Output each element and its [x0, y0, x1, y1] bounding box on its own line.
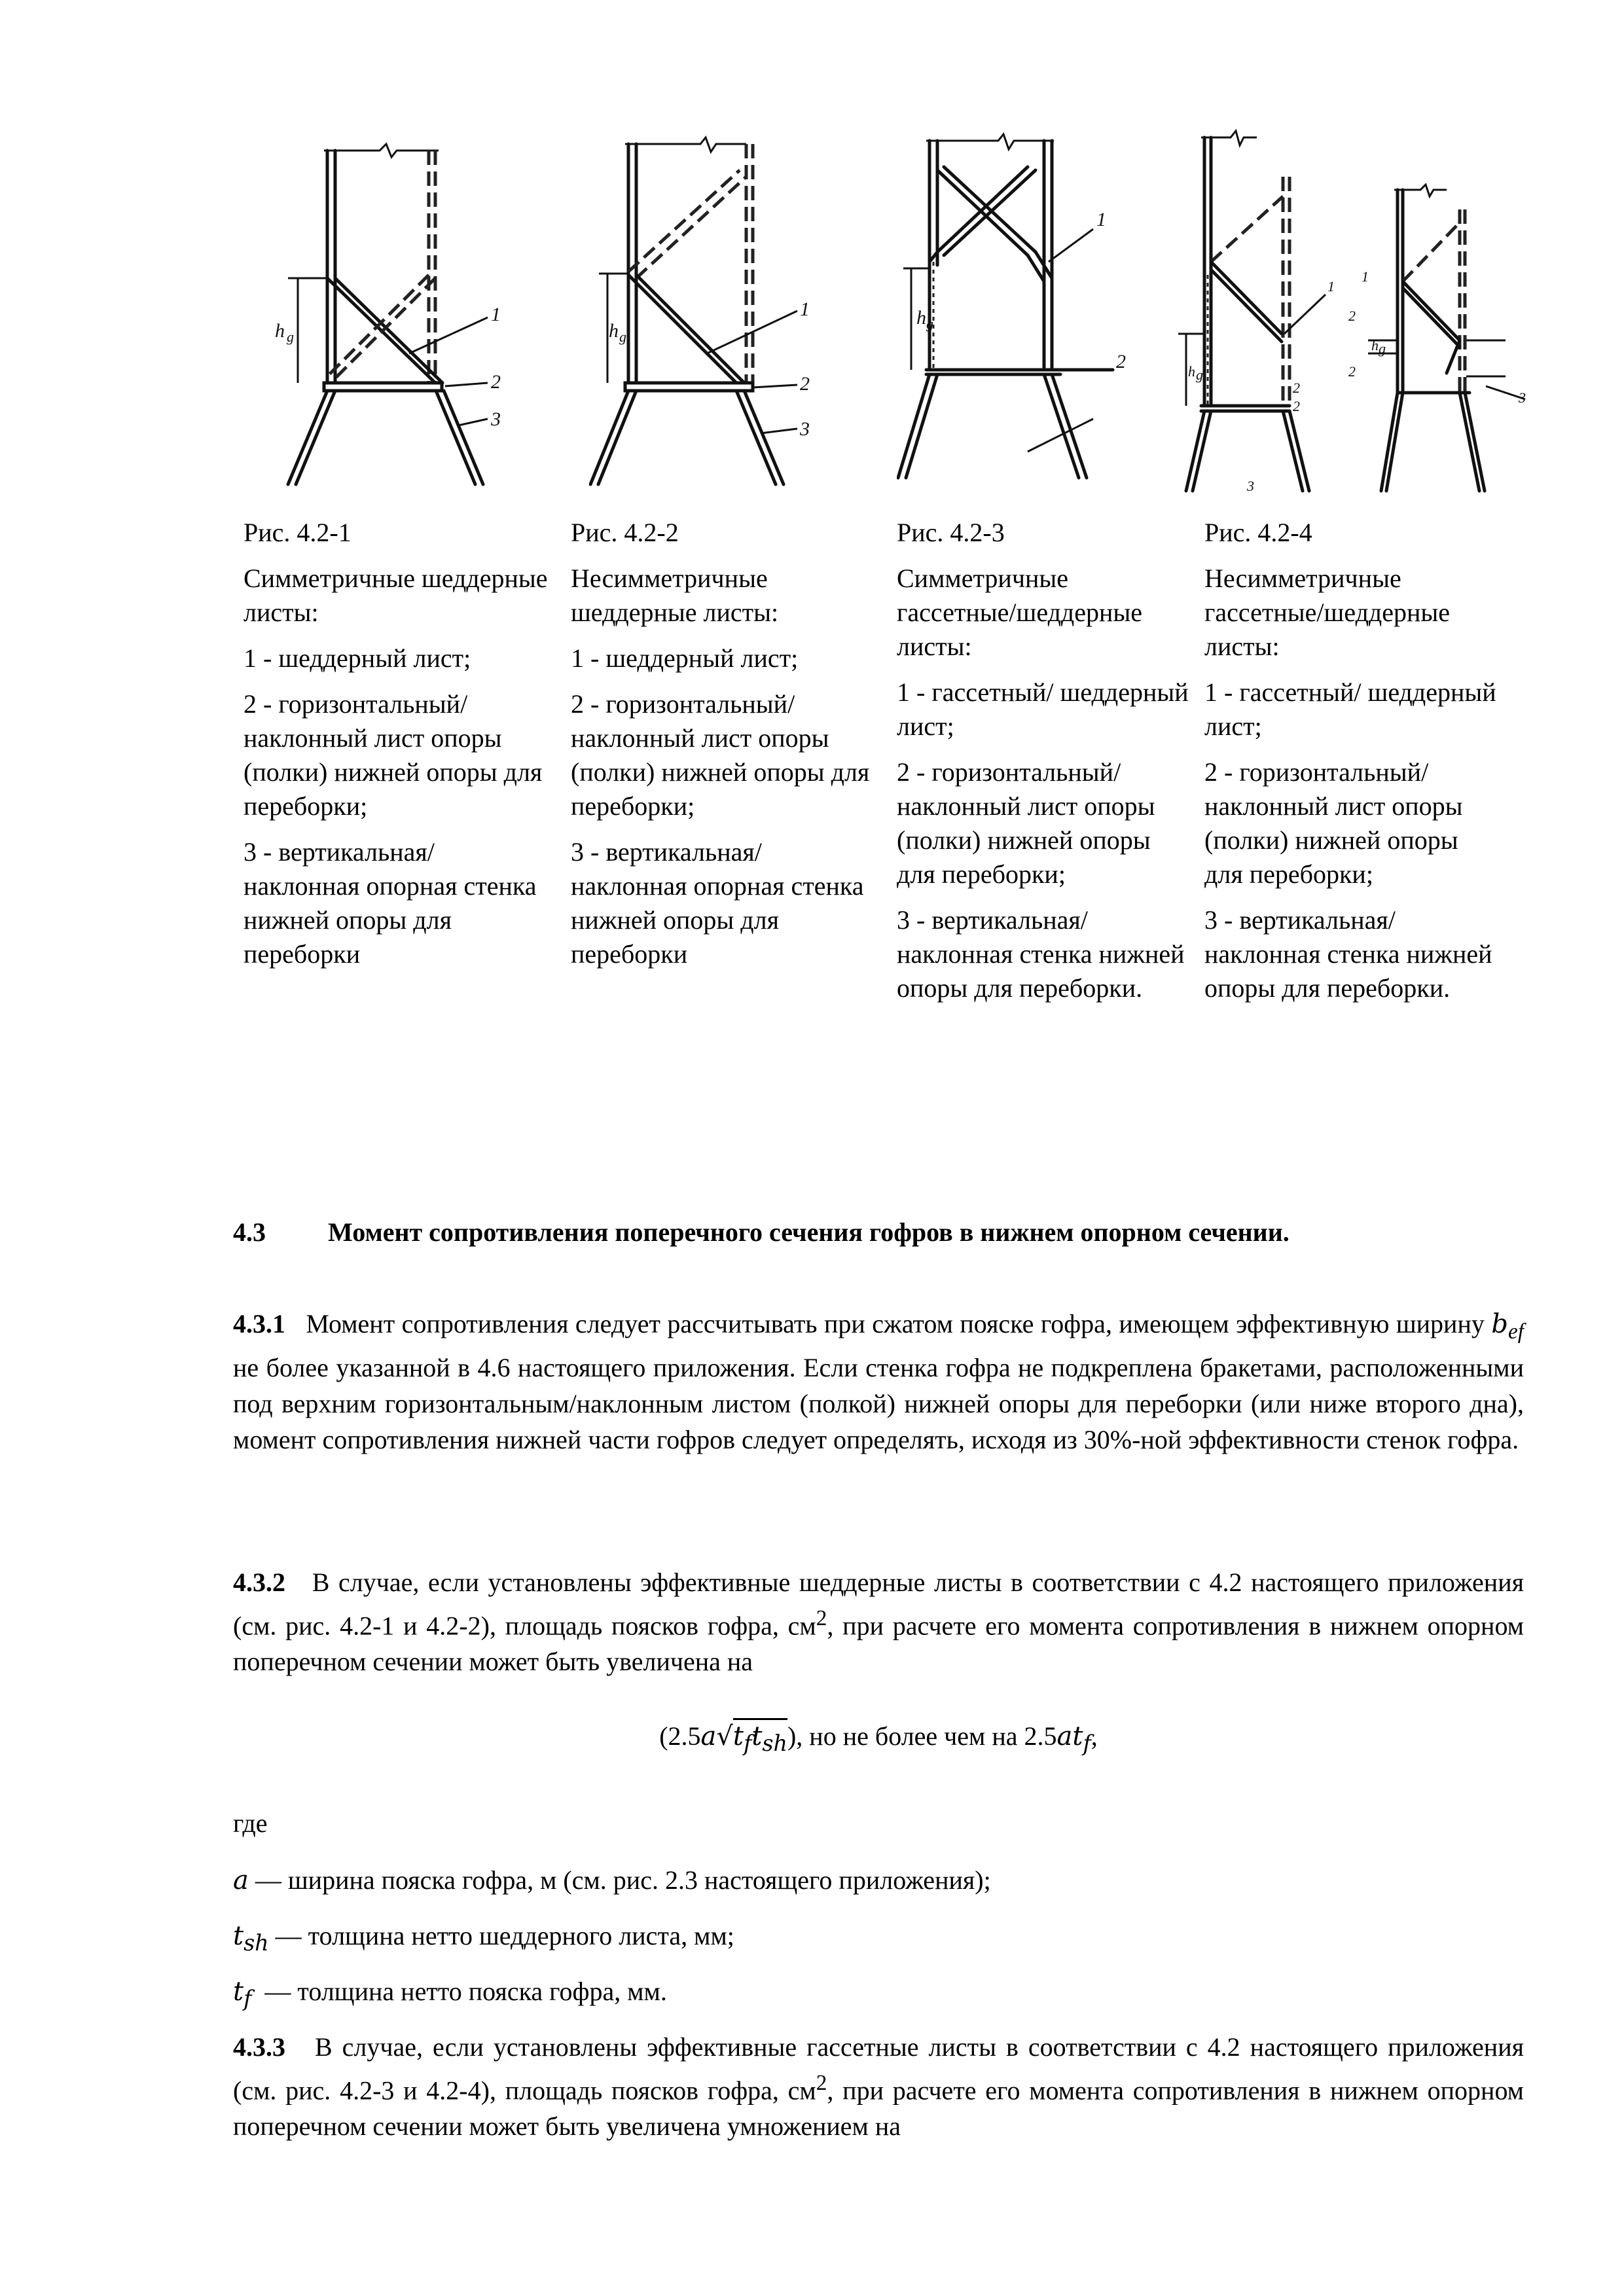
formula-t2: t [751, 1721, 763, 1751]
fig1-title: Симметричные шеддерные листы: [244, 564, 548, 627]
fig1-label-1: 1 [491, 304, 501, 325]
fig2-item-1: 1 - шеддерный лист; [571, 643, 799, 673]
p433-sup: 2 [816, 2071, 827, 2095]
fig3-title: Симметричные гассетные/шеддерные листы: [897, 564, 1143, 661]
p433-text-1: В случае, если установлены эффективные гассетные листы в соответствии с 4.2 настоящего приложения (см. рис. 4.2-3 и 4.2-4), площадь поясков гофра, см [233, 2032, 1524, 2106]
fig4-label-h-right: h [1371, 337, 1379, 353]
def-tsh-sub: sh [244, 1930, 269, 1956]
fig1-caption: Рис. 4.2-1 [244, 518, 352, 547]
fig4-label-3-left: 3 [1247, 478, 1254, 494]
p431-symbol: b [1491, 1309, 1508, 1339]
formula-open: (2.5 [659, 1721, 701, 1751]
fig3-label-2: 2 [1116, 351, 1126, 372]
fig4-label-2-left: 2 [1293, 398, 1300, 414]
formula-a2: a [1056, 1721, 1073, 1751]
fig1-item-3: 3 - вертикальная/ наклонная опорная стенка нижней опоры для переборки [244, 837, 537, 969]
formula-a: a [700, 1721, 717, 1751]
fig4-item-2: 2 - горизонтальный/ наклонный лист опоры (полки) нижней опоры для переборки; [1204, 757, 1463, 889]
formula-f: f [743, 1731, 752, 1756]
p432-text-2: , при расчете его момента сопротивления в нижнем опорном поперечном сечении может быть увеличена на [233, 1611, 1524, 1677]
p432-sup: 2 [816, 1606, 827, 1630]
fig4-caption: Рис. 4.2-4 [1204, 518, 1312, 547]
where-label: где [233, 1808, 268, 1838]
figure-4-2-3-caption [897, 516, 1191, 1017]
fig2-label-h: h [609, 320, 619, 342]
section-number: 4.3 [233, 1217, 266, 1247]
figure-4-2-4-caption [1204, 516, 1499, 1017]
p432-number: 4.3.2 [233, 1568, 285, 1597]
def-tf-sub: f [244, 1986, 252, 2011]
fig2-item-2: 2 - горизонтальный/ наклонный лист опоры (полки) нижней опоры для переборки; [571, 689, 870, 821]
formula-t1: t [732, 1721, 744, 1751]
fig2-label-3: 3 [800, 418, 810, 440]
fig3-item-3: 3 - вертикальная/ наклонная стенка нижней опоры для переборки. [897, 905, 1185, 1003]
def-tsh-symbol: t [233, 1921, 244, 1951]
fig3-label-1: 1 [1096, 209, 1106, 230]
fig1-label-g: g [287, 329, 294, 345]
fig4-item-3: 3 - вертикальная/ наклонная стенка нижней опоры для переборки. [1204, 905, 1492, 1003]
formula-f2: f [1083, 1731, 1091, 1756]
fig1-item-2: 2 - горизонтальный/ наклонный лист опоры (полки) нижней опоры для переборки; [244, 689, 543, 821]
p432-text-1: В случае, если установлены эффективные шеддерные листы в соответствии с 4.2 настоящего приложения (см. рис. 4.2-1 и 4.2-2), площадь поясков гофра, см [233, 1568, 1524, 1641]
fig4-label-1-left: 1 [1327, 278, 1335, 295]
figure-4-2-2-drawing [589, 131, 864, 497]
section-heading [233, 1214, 1524, 1250]
fig4-label-2b-left: 2 [1293, 380, 1300, 396]
formula-sh: sh [762, 1731, 787, 1756]
paragraph-4-3-1 [233, 1306, 1524, 1458]
formula-t3: t [1072, 1721, 1083, 1751]
p431-text-1: Момент сопротивления следует рассчитывать при сжатом пояске гофра, имеющем эффективную ширину [306, 1309, 1485, 1338]
p433-text-2: , при расчете его момента сопротивления в нижнем опорном поперечном сечении может быть увеличена умножением на [233, 2075, 1524, 2142]
fig4-label-2b-right: 2 [1348, 363, 1356, 380]
p433-number: 4.3.3 [233, 2032, 285, 2062]
formula-close: ) [787, 1721, 797, 1751]
fig4-item-1: 1 - гассетный/ шеддерный лист; [1204, 677, 1496, 741]
fig3-caption: Рис. 4.2-3 [897, 518, 1005, 547]
p431-number: 4.3.1 [233, 1309, 285, 1338]
fig2-caption: Рис. 4.2-2 [571, 518, 679, 547]
def-a-text: — ширина пояска гофра, м (см. рис. 2.3 настоящего приложения); [248, 1865, 991, 1895]
fig2-label-2: 2 [800, 373, 810, 395]
paragraph-4-3-3 [233, 2029, 1524, 2144]
fig1-label-h: h [275, 320, 285, 342]
fig4-title: Несимметричные гассетные/шеддерные листы: [1204, 564, 1451, 661]
fig4-label-g-right: g [1379, 340, 1386, 357]
figure-4-2-1-caption [244, 516, 551, 983]
p431-text-2: не более указанной в 4.6 настоящего приложения. Если стенка гофра не подкреплена бракетами, расположенными под верхним горизонтальным/наклонным листом (полкой) нижней опоры для переборки (или ниже второго дна), момент сопротивления нижней части гофров следует определять, исходя из 30%-ной эффективности стенок гофра. [233, 1353, 1524, 1454]
fig1-item-1: 1 - шеддерный лист; [244, 643, 471, 673]
def-tf-text: — толщина нетто пояска гофра, мм. [251, 1977, 667, 2006]
fig3-item-2: 2 - горизонтальный/ наклонный лист опоры (полки) нижней опоры для переборки; [897, 757, 1155, 889]
section-title: Момент сопротивления поперечного сечения гофров в нижнем опорном сечении. [328, 1217, 1290, 1247]
fig2-label-1: 1 [800, 298, 810, 320]
formula-end: , [1091, 1721, 1098, 1751]
formula-k: 2.5 [1024, 1721, 1057, 1751]
def-tsh-text: — толщина нетто шеддерного листа, мм; [268, 1921, 734, 1950]
paragraph-4-3-2 [233, 1564, 1524, 1679]
def-a-symbol: a [233, 1865, 249, 1895]
def-tf-symbol: t [233, 1977, 244, 2007]
figure-4-2-2-caption [571, 516, 878, 983]
definition-a [233, 1862, 1524, 1899]
fig4-label-g-left: g [1196, 367, 1203, 383]
fig2-item-3: 3 - вертикальная/ наклонная опорная стенка нижней опоры для переборки [571, 837, 864, 969]
fig2-title: Несимметричные шеддерные листы: [571, 564, 779, 627]
fig4-label-3-right: 3 [1519, 389, 1526, 406]
figure-4-2-4-drawing [1172, 124, 1564, 504]
formula: $(2.5a√t_ft_{sh})$, но не более чем на $2.5at_f$, [233, 1718, 1524, 1761]
fig2-label-g: g [619, 329, 626, 345]
definition-tsh [233, 1918, 1524, 1961]
p431-symbol-sub: ef [1507, 1319, 1525, 1344]
figure-4-2-1-drawing [262, 131, 537, 497]
fig4-label-2-right: 2 [1348, 308, 1356, 324]
fig3-label-g: g [926, 315, 933, 332]
figure-4-2-3-drawing [897, 131, 1159, 497]
formula-text: , но не более чем на [796, 1721, 1018, 1751]
fig3-item-1: 1 - гассетный/ шеддерный лист; [897, 677, 1189, 741]
fig3-label-h: h [916, 307, 926, 329]
definition-tf [233, 1973, 1524, 2017]
fig1-label-3: 3 [491, 408, 501, 430]
fig1-label-2: 2 [491, 371, 501, 393]
fig4-label-1-right: 1 [1362, 268, 1369, 285]
fig4-label-h-left: h [1188, 363, 1195, 380]
